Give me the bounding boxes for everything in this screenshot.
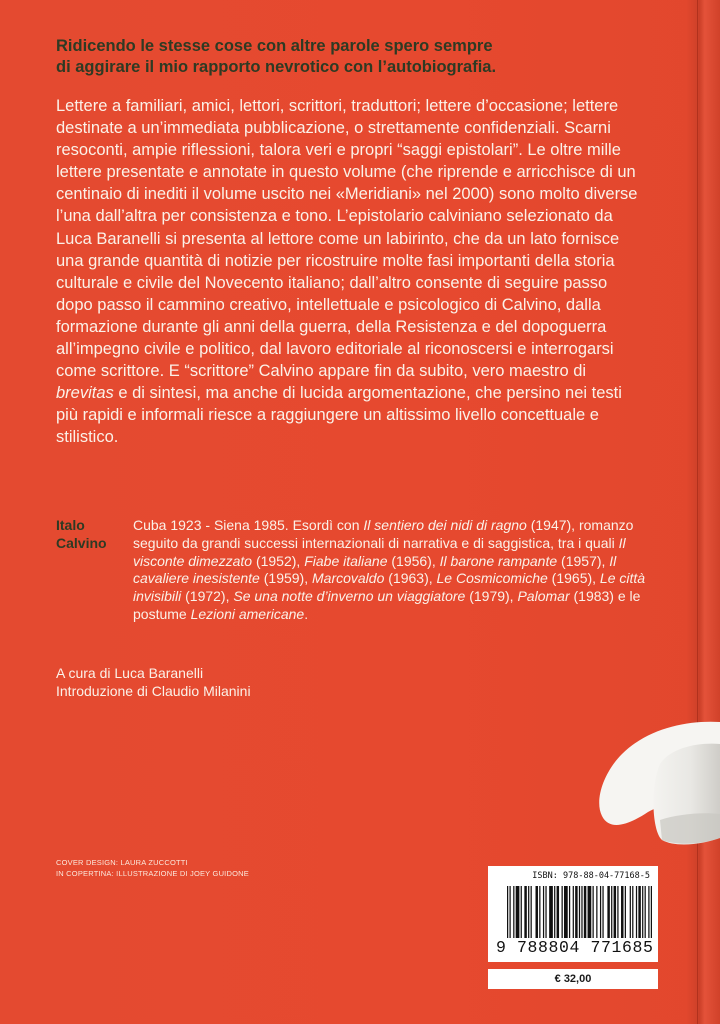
barcode-panel xyxy=(488,866,658,962)
design-credits xyxy=(56,858,356,879)
bio-text-run: (1983) e le postume xyxy=(133,588,641,622)
barcode-bar xyxy=(584,886,586,938)
barcode-bar xyxy=(531,886,532,938)
author-last-name: Calvino xyxy=(56,534,107,551)
editorial-credits xyxy=(56,664,456,700)
barcode-bar xyxy=(645,886,646,938)
barcode-bar xyxy=(642,886,643,938)
barcode-bar xyxy=(588,886,592,938)
barcode-bar xyxy=(636,886,637,938)
bio-text-run: (1965), xyxy=(547,570,600,587)
bio-title: Il barone rampante xyxy=(439,552,558,569)
barcode-bar xyxy=(596,886,597,938)
barcode-bar xyxy=(524,886,526,938)
barcode-bar xyxy=(621,886,623,938)
bio-text-run: (1947), romanzo seguito da grandi successi internazionali di narrativa e di saggistica, tra i quali xyxy=(133,517,634,551)
barcode-bar xyxy=(549,886,553,938)
barcode-bar xyxy=(545,886,546,938)
tagline-line-1: Ridicendo le stesse cose con altre parole spero sempre xyxy=(56,37,493,55)
introduction-credit: Introduzione di Claudio Milanini xyxy=(56,683,251,699)
barcode-bar xyxy=(528,886,529,938)
cover-illustration-credit: IN COPERTINA: ILLUSTRAZIONE DI JOEY GUIDONE xyxy=(56,868,249,878)
book-description xyxy=(56,95,646,449)
barcode-bar xyxy=(516,886,520,938)
barcode-bar xyxy=(536,886,538,938)
barcode-bar xyxy=(614,886,616,938)
hat-illustration-fragment xyxy=(598,720,720,850)
bio-text-run: (1979), xyxy=(465,588,518,605)
barcode-bar xyxy=(507,886,508,938)
bio-title: Palomar xyxy=(517,588,570,605)
barcode-bar xyxy=(617,886,618,938)
isbn-label: ISBN: 978-88-04-77168-5 xyxy=(532,871,650,881)
barcode-bar xyxy=(651,886,652,938)
barcode-bar xyxy=(554,886,555,938)
barcode-bar xyxy=(600,886,601,938)
hat-band-shape xyxy=(660,813,720,843)
bio-text-run: (1952), xyxy=(252,552,305,569)
editor-credit: A cura di Luca Baranelli xyxy=(56,665,204,681)
bio-text-run: (1972), xyxy=(181,588,234,605)
tagline-line-2: di aggirare il mio rapporto nevrotico con l’autobiografia. xyxy=(56,58,497,76)
barcode-bar xyxy=(630,886,631,938)
bio-title: Le Cosmicomiche xyxy=(436,570,548,587)
barcode-bar xyxy=(513,886,514,938)
spine-edge xyxy=(686,0,720,1024)
barcode-bar xyxy=(648,886,649,938)
bio-title: Le città invisibili xyxy=(133,570,646,605)
bio-title: Il sentiero dei nidi di ragno xyxy=(363,517,527,533)
barcode-bar xyxy=(562,886,563,938)
bio-text-run: Cuba 1923 - Siena 1985. Esordì con xyxy=(133,517,364,533)
bio-title: Il cavaliere inesistente xyxy=(133,552,617,587)
barcode-bar xyxy=(579,886,580,938)
description-part-1: Lettere a familiari, amici, lettori, scrittori, traduttori; lettere d’occasione; lettere destinate a un’immediata pubblicazione, o strettamente confidenziali. Scarni resoconti, ampie riflessioni, talora veri e propri “saggi epistolari”. Le oltre mille lettere presentate e annotate in questo volume (che riprende e arricchisce di un centinaio di inediti il volume uscito nei «Meridiani» nel 2000) sono molto diverse l’una dall’altra per consistenza e tono. L’epistolario calviniano selezionato da Luca Baranelli si presenta al lettore come un labirinto, che da un lato fornisce una grande quantità di notizie per ricostruire molte fasi importanti della storia culturale e civile del Novecento italiano; dall’altro consente di seguire passo dopo passo il cammino creativo, intellettuale e psicologico di Calvino, dalla formazione durante gli anni della guerra, della Resistenza e del dopoguerra all’impegno civile e politico, dal lavoro editoriale al riconoscersi e interrogarsi come scrittore. E “scrittore” Calvino appare fin da subito, vero maestro di xyxy=(56,97,638,381)
author-name xyxy=(56,517,126,552)
bio-title: Se una notte d’inverno un viaggiatore xyxy=(233,588,466,605)
barcode-bar xyxy=(543,886,544,938)
bio-title: Fiabe italiane xyxy=(304,552,388,569)
bio-text-run: (1956), xyxy=(387,552,440,569)
barcode-bar xyxy=(573,886,574,938)
bio-title: Marcovaldo xyxy=(312,570,385,587)
barcode-bar xyxy=(539,886,540,938)
barcode-bar xyxy=(638,886,640,938)
author-biography xyxy=(133,517,653,624)
price-tag: € 32,00 xyxy=(488,969,658,989)
barcode-bar xyxy=(521,886,522,938)
bio-text-run: . xyxy=(304,605,309,622)
barcode-bar xyxy=(509,886,510,938)
description-part-2: e di sintesi, ma anche di lucida argomentazione, che persino nei testi più rapidi e informali riesce a raggiungere un altissimo livello concettuale e stilistico. xyxy=(56,384,622,447)
barcode-bar xyxy=(611,886,612,938)
barcode-bar xyxy=(625,886,626,938)
barcode-bar xyxy=(569,886,570,938)
barcode-bars xyxy=(507,886,652,938)
barcode-bar xyxy=(564,886,568,938)
barcode-bar xyxy=(607,886,609,938)
bio-text-run: (1957), xyxy=(557,552,610,569)
spine-fold-line xyxy=(697,0,698,1024)
barcode-bar xyxy=(602,886,603,938)
barcode-bar xyxy=(575,886,577,938)
bio-title: Lezioni americane xyxy=(190,605,305,622)
description-emphasis: brevitas xyxy=(56,384,114,403)
author-first-name: Italo xyxy=(56,517,85,533)
barcode-bar xyxy=(581,886,582,938)
bio-title: Il visconte dimezzato xyxy=(133,534,626,569)
bio-text-run: (1963), xyxy=(384,570,437,587)
isbn-digits: 9 788804 771685 xyxy=(496,938,654,957)
barcode-bar xyxy=(593,886,594,938)
cover-design-credit: COVER DESIGN: LAURA ZUCCOTTI xyxy=(56,858,188,867)
barcode-bar xyxy=(632,886,633,938)
tagline-quote xyxy=(56,36,636,78)
bio-text-run: (1959), xyxy=(259,570,312,587)
barcode-bar xyxy=(557,886,559,938)
